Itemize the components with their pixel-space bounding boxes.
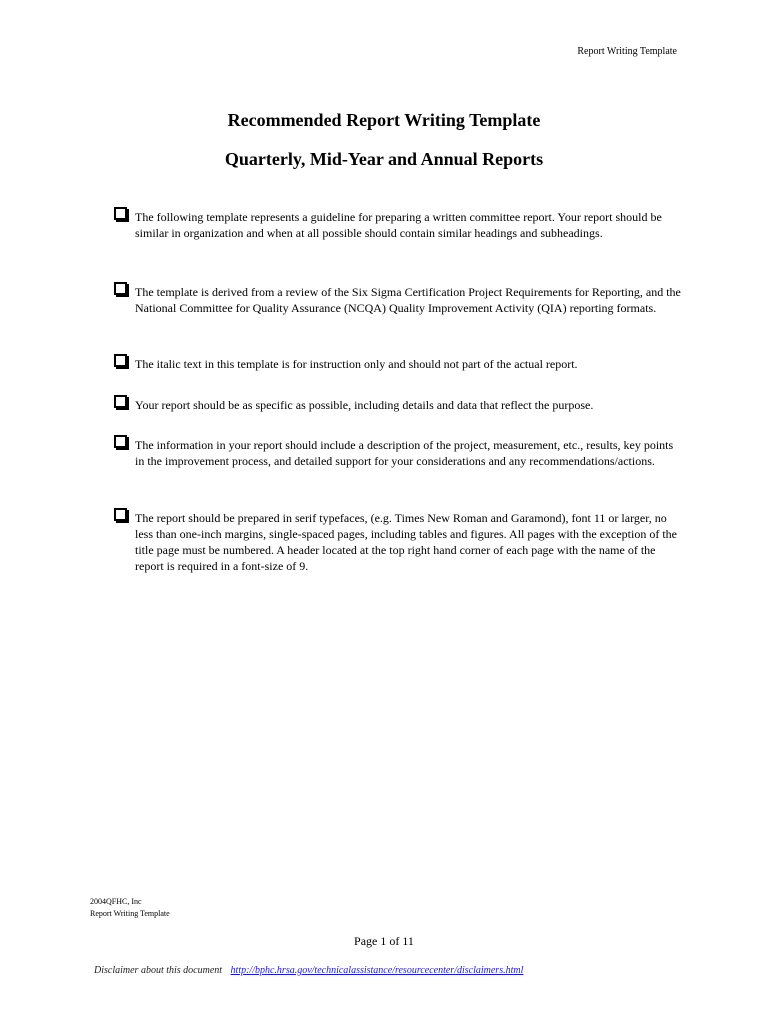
- disclaimer: [94, 965, 523, 976]
- disclaimer-label: Disclaimer about this document: [94, 965, 223, 976]
- disclaimer-link[interactable]: http://bphc.hrsa.gov/technicalassistance/resourcecenter/disclaimers.html: [230, 965, 524, 976]
- bullet-text: The following template represents a guideline for preparing a written committee report. Your report should be similar in organization and when at all possible should contain similar headings and subheadings.: [135, 210, 662, 240]
- checkbox-icon: [114, 207, 127, 220]
- page-number: Page 1 of 11: [354, 934, 414, 948]
- checkbox-bullet-item: [114, 284, 682, 316]
- bullet-text: The information in your report should include a description of the project, measurement, etc., results, key points in the improvement process, and detailed support for your considerations and any recommendations/actions.: [135, 438, 674, 468]
- checkbox-bullet-item: [114, 209, 682, 241]
- checkbox-icon: [114, 435, 127, 448]
- document-subtitle: Quarterly, Mid-Year and Annual Reports: [224, 149, 544, 169]
- checkbox-bullet-item: [114, 356, 682, 372]
- bullet-text: The template is derived from a review of the Six Sigma Certification Project Requirements for Reporting, and the National Committee for Quality Assurance (NCQA) Quality Improvement Activity (QIA) reporting formats.: [135, 285, 681, 315]
- checkbox-icon: [114, 395, 127, 408]
- document-title: Recommended Report Writing Template: [227, 110, 541, 130]
- running-header: Report Writing Template: [577, 46, 677, 57]
- checkbox-bullet-item: [114, 437, 682, 469]
- footer-copyright: 2004QFHC, Inc: [90, 897, 142, 906]
- checkbox-bullet-item: [114, 397, 682, 413]
- footer-doc-name: Report Writing Template: [90, 909, 170, 918]
- checkbox-icon: [114, 354, 127, 367]
- checkbox-bullet-item: [114, 510, 682, 574]
- footer-info: [90, 896, 170, 920]
- checkbox-icon: [114, 282, 127, 295]
- bullet-text: The italic text in this template is for instruction only and should not part of the actual report.: [135, 357, 578, 371]
- bullet-text: Your report should be as specific as possible, including details and data that reflect the purpose.: [135, 398, 594, 412]
- bullet-text: The report should be prepared in serif typefaces, (e.g. Times New Roman and Garamond), font 11 or larger, no less than one-inch margins, single-spaced pages, including tables and figures. All pages with the exception of the title page must be numbered. A header located at the top right hand corner of each page with the name of the report is required in a font-size of 9.: [135, 511, 677, 573]
- checkbox-icon: [114, 508, 127, 521]
